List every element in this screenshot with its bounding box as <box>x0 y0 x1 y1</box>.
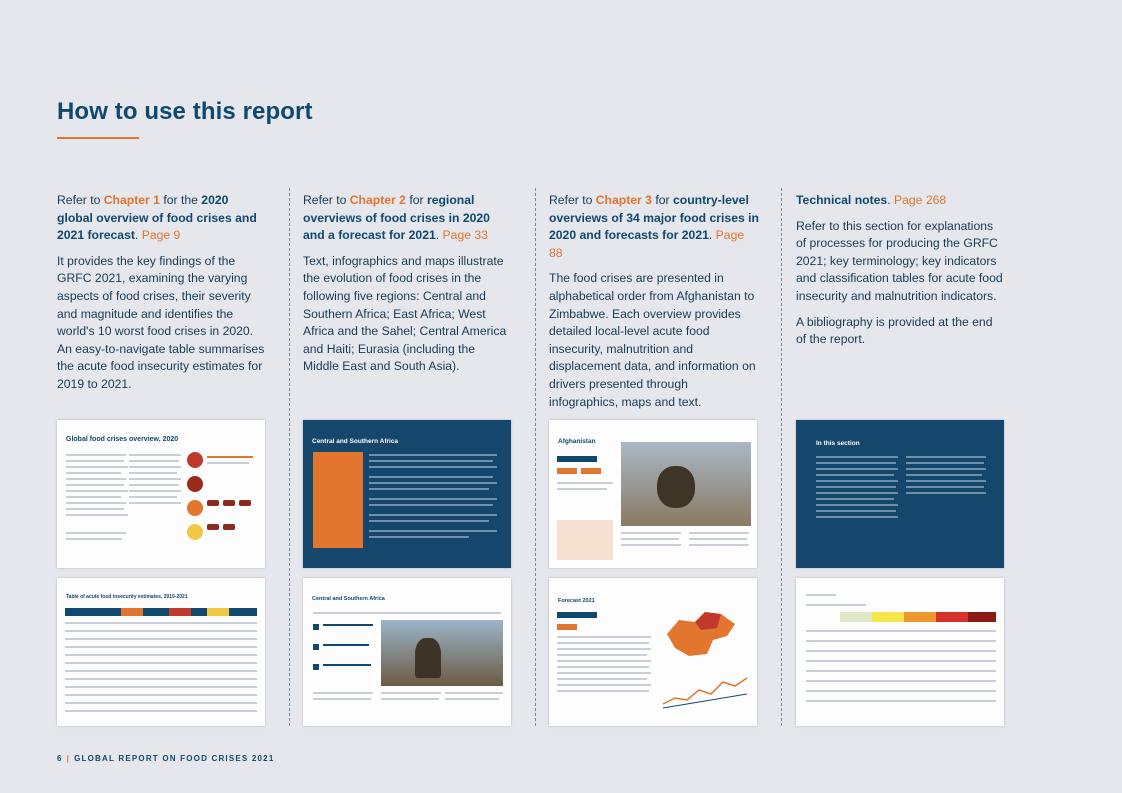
footer-separator: | <box>66 754 71 763</box>
thumbnail-global-overview: Global food crises overview, 2020 <box>57 420 265 568</box>
column-body: Text, infographics and maps illustrate the evolution of food crises in the following five regions: Central and Southern Africa; East Africa; West Africa and the Sahel; Central America and Haiti; Eurasia (including the Middle East and South Asia). <box>303 253 507 374</box>
column-chapter-3 <box>549 192 759 419</box>
column-body: Refer to this section for explanations of processes for producing the GRFC 2021; key terminology; key indicators and classification tables for acute food insecurity and malnutrition indicators. <box>796 218 1003 303</box>
thumbnail-technical-notes: In this section <box>796 420 1004 568</box>
column-divider <box>289 188 290 726</box>
title-underline <box>57 137 139 139</box>
chapter-link[interactable]: Chapter 1 <box>103 193 160 207</box>
report-name: GLOBAL REPORT ON FOOD CRISES 2021 <box>74 754 275 763</box>
column-lead: Refer to Chapter 3 for country-level overviews of 34 major food crises in 2020 and forecasts for 2021. Page 88 <box>549 193 759 260</box>
afghanistan-map-icon <box>661 604 741 660</box>
column-technical-notes <box>796 192 1006 357</box>
thumbnail-central-southern-africa-2: Central and Southern Africa <box>303 578 511 726</box>
thumbnail-classification-table <box>796 578 1004 726</box>
thumbnail-estimates-table: Table of acute food insecurity estimates, 2019-2021 <box>57 578 265 726</box>
page-reference[interactable]: Page 9 <box>141 228 181 243</box>
thumbnail-forecast-2021: Forecast 2021 <box>549 578 757 726</box>
thumbnail-afghanistan: Afghanistan <box>549 420 757 568</box>
column-lead: Refer to Chapter 1 for the 2020 global overview of food crises and 2021 forecast. Page 9 <box>57 193 257 243</box>
column-lead: Technical notes. Page 268 <box>796 193 947 207</box>
column-divider <box>535 188 536 726</box>
column-divider <box>781 188 782 726</box>
page-reference[interactable]: Page 33 <box>442 228 488 243</box>
thumbnail-central-southern-africa: Central and Southern Africa <box>303 420 511 568</box>
trend-chart-icon <box>661 668 749 714</box>
column-chapter-1 <box>57 192 267 402</box>
chapter-link[interactable]: Chapter 2 <box>349 193 406 207</box>
page-number: 6 <box>57 754 63 763</box>
chapter-link[interactable]: Chapter 3 <box>595 193 652 207</box>
column-body: It provides the key findings of the GRFC 2021, examining the varying aspects of food crises, their severity and magnitude and identifies the world's 10 worst food crises in 2020. An easy-to-navigate table summarises the acute food insecurity estimates for 2019 to 2021. <box>57 253 265 391</box>
page-title: How to use this report <box>57 98 313 125</box>
column-body: The food crises are presented in alphabetical order from Afghanistan to Zimbabwe. Each overview provides detailed local-level acute food insecurity, malnutrition and displacement data, and information on drivers presented through infographics, maps and text. <box>549 271 756 409</box>
column-chapter-2 <box>303 192 513 384</box>
page-footer <box>57 754 274 763</box>
page-reference[interactable]: Page 88 <box>549 228 745 260</box>
column-lead: Refer to Chapter 2 for regional overviews of food crises in 2020 and a forecast for 2021. Page 33 <box>303 193 490 243</box>
page-reference[interactable]: Page 268 <box>893 193 947 207</box>
column-body-secondary: A bibliography is provided at the end of the report. <box>796 314 993 347</box>
